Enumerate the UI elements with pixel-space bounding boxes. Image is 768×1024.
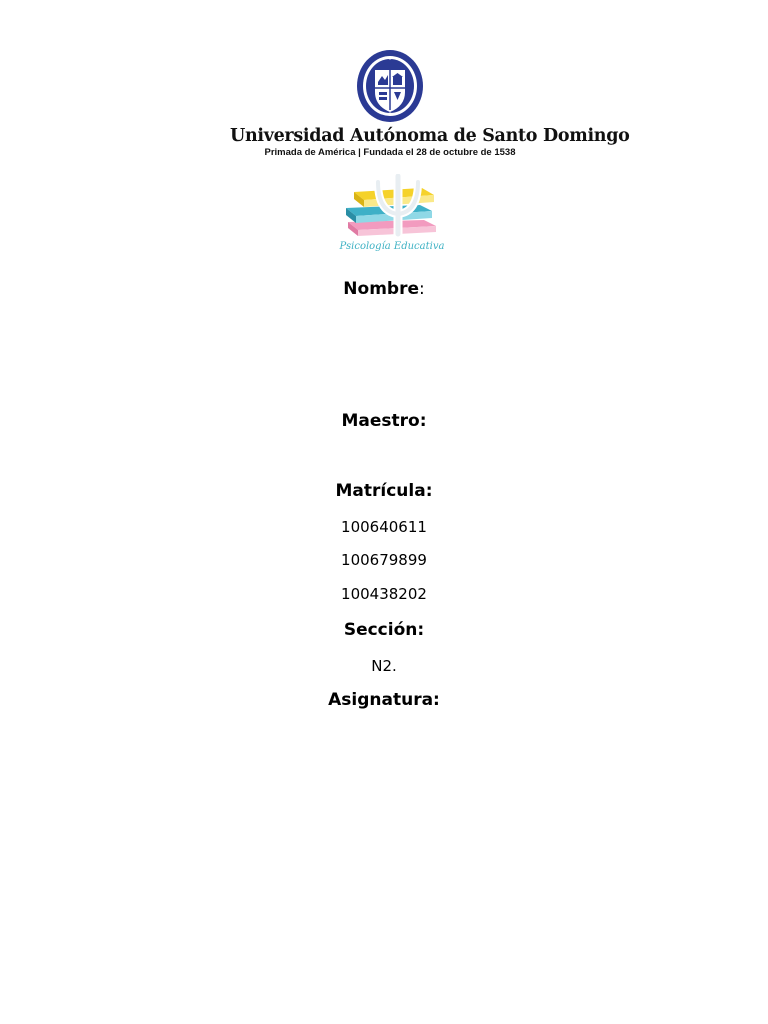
- seccion-value: N2.: [371, 657, 397, 675]
- matricula-label: Matrícula:: [335, 481, 433, 501]
- seccion-label: Sección:: [343, 620, 425, 640]
- asignatura-label: Asignatura:: [328, 690, 440, 710]
- university-tagline: Primada de América | Fundada el 28 de octubre de 1538: [264, 147, 516, 158]
- university-seal-icon: [355, 48, 425, 124]
- nombre-field: [0, 279, 768, 299]
- matricula-value: 100679899: [341, 551, 427, 569]
- matricula-value: 100438202: [341, 585, 427, 603]
- university-name: Universidad Autónoma de Santo Domingo: [230, 126, 630, 146]
- maestro-label: Maestro:: [341, 411, 427, 431]
- books-psi-icon: [338, 174, 446, 240]
- nombre-colon: :: [418, 279, 425, 299]
- university-logo: [230, 44, 630, 164]
- psychology-logo: [338, 174, 446, 258]
- psychology-caption: Psicología Educativa: [339, 241, 445, 252]
- nombre-label: Nombre: [343, 279, 419, 299]
- matricula-value: 100640611: [341, 518, 427, 536]
